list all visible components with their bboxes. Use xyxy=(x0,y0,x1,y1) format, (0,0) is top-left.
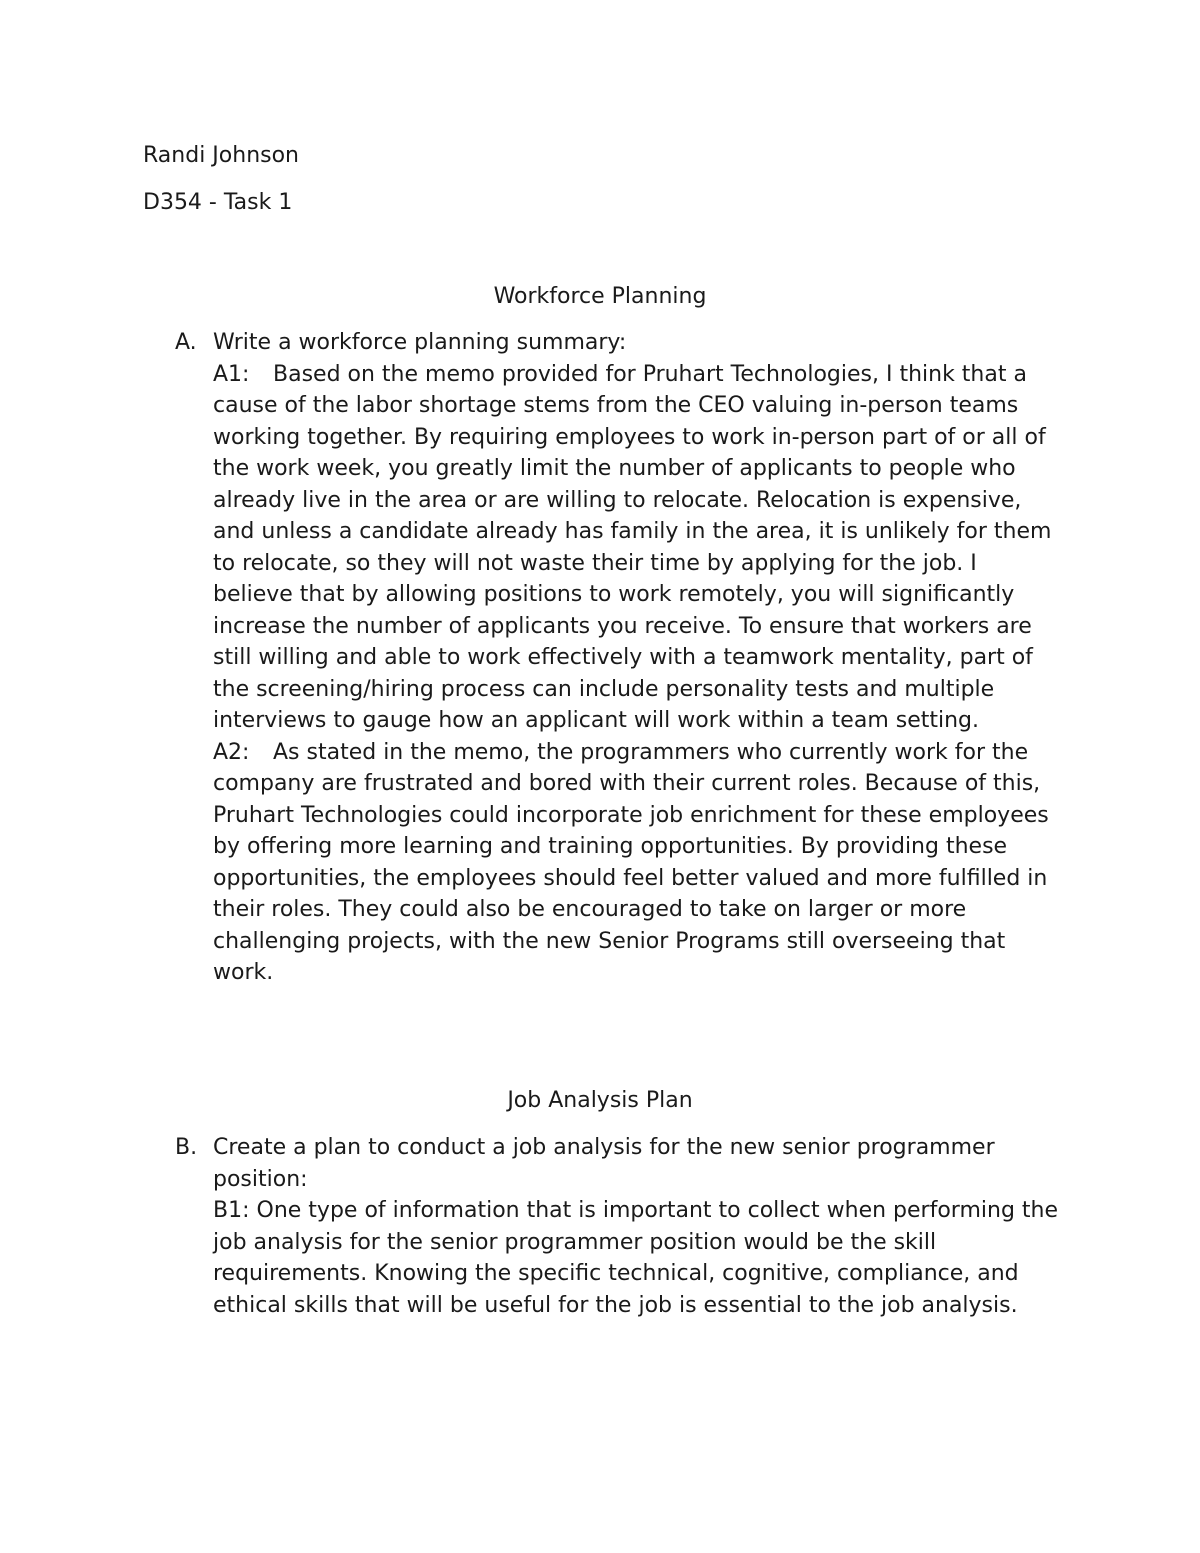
label-a1: A1: xyxy=(213,361,250,387)
paragraph-a1 xyxy=(213,359,1063,737)
text-a1: Based on the memo provided for Pruhart Technologies, I think that a cause of the labor shortage stems from the CEO valuing in-person teams working together. By requiring employees to work in-person part of or all of the work week, you greatly limit the number of applicants to people who already live in the area or are willing to relocate. Relocation is expensive, and unless a candidate already has family in the area, it is unlikely for them to relocate, so they will not waste their time by applying for the job. I believe that by allowing positions to work remotely, you will significantly increase the number of applicants you receive. To ensure that workers are still willing and able to work effectively with a teamwork mentality, part of the screening/hiring process can include personality tests and multiple interviews to gauge how an applicant will work within a team setting. xyxy=(213,361,1052,733)
label-a2: A2: xyxy=(213,739,250,765)
section-title-workforce-planning: Workforce Planning xyxy=(493,284,707,309)
text-a2: As stated in the memo, the programmers who currently work for the company are frustrated and bored with their current roles. Because of this, Pruhart Technologies could incorporate job enrichment for these employees by offering more learning and training opportunities. By providing these opportunities, the employees should feel better valued and more fulfilled in their roles. They could also be encouraged to take on larger or more challenging projects, with the new Senior Programs still overseeing that work. xyxy=(213,739,1049,985)
prompt-a: Write a workforce planning summary: xyxy=(213,330,627,355)
author-name: Randi Johnson xyxy=(143,143,299,168)
paragraph-a2 xyxy=(213,737,1063,989)
section-title-job-analysis-plan: Job Analysis Plan xyxy=(507,1088,693,1113)
list-marker-a: A. xyxy=(175,330,197,355)
list-item-b xyxy=(175,1132,1075,1321)
paragraph-b1 xyxy=(213,1195,1063,1321)
list-item-b-content xyxy=(213,1132,1063,1321)
course-task-label: D354 - Task 1 xyxy=(143,190,293,215)
label-b1: B1: xyxy=(213,1198,250,1223)
text-b1: One type of information that is important to collect when performing the job analysis for the senior programmer position would be the skill requirements. Knowing the specific technical, cognitive, compliance, and ethical skills that will be useful for the job is essential to the job analysis. xyxy=(213,1198,1059,1318)
prompt-b: Create a plan to conduct a job analysis for the new senior programmer position: xyxy=(213,1135,995,1192)
list-item-a xyxy=(175,327,1075,989)
list-marker-b: B. xyxy=(175,1135,198,1160)
list-item-a-content xyxy=(213,327,1063,989)
